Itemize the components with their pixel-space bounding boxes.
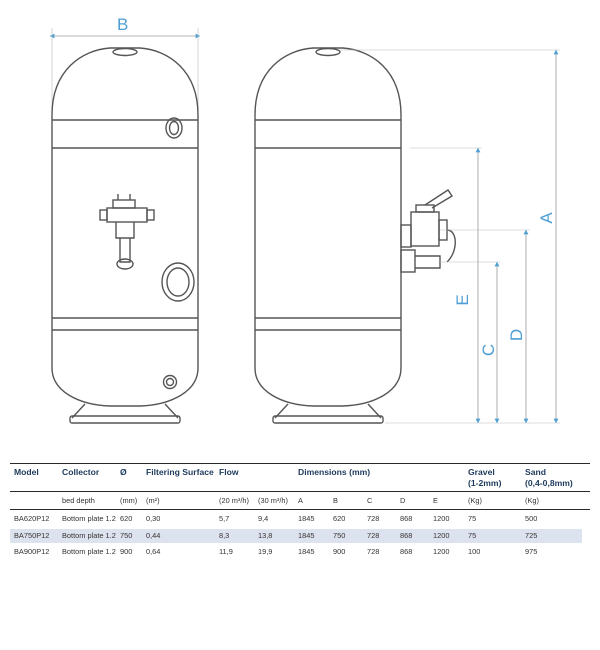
unit-surface: (m²) bbox=[146, 496, 160, 505]
cell-flow30: 9,4 bbox=[258, 514, 269, 523]
cell-e: 1200 bbox=[433, 514, 450, 523]
cell-model: BA750P12 bbox=[14, 531, 50, 540]
unit-d: D bbox=[400, 496, 406, 505]
unit-b: B bbox=[333, 496, 338, 505]
dim-label-a: A bbox=[537, 212, 556, 224]
cell-collector: Bottom plate 1.2 bbox=[62, 531, 116, 540]
header-dimensions: Dimensions (mm) bbox=[298, 467, 371, 477]
unit-flow30: (30 m³/h) bbox=[258, 496, 288, 505]
cell-flow20: 8,3 bbox=[219, 531, 230, 540]
unit-gravel: (Kg) bbox=[468, 496, 482, 505]
cell-d: 868 bbox=[400, 531, 413, 540]
cell-b: 900 bbox=[333, 547, 346, 556]
cell-surface: 0,44 bbox=[146, 531, 161, 540]
header-gravel-sub: (1-2mm) bbox=[468, 478, 502, 488]
cell-a: 1845 bbox=[298, 547, 315, 556]
cell-surface: 0,30 bbox=[146, 514, 161, 523]
unit-flow20: (20 m³/h) bbox=[219, 496, 249, 505]
units-rule bbox=[10, 509, 590, 510]
cell-sand: 725 bbox=[525, 531, 538, 540]
cell-e: 1200 bbox=[433, 547, 450, 556]
cell-collector: Bottom plate 1.2 bbox=[62, 547, 116, 556]
front-view bbox=[52, 28, 198, 423]
cell-collector: Bottom plate 1.2 bbox=[62, 514, 116, 523]
cell-diameter: 620 bbox=[120, 514, 133, 523]
unit-collector: bed depth bbox=[62, 496, 95, 505]
header-model: Model bbox=[14, 467, 39, 477]
header-sand: Sand bbox=[525, 467, 547, 477]
header-gravel: Gravel bbox=[468, 467, 495, 477]
cell-diameter: 750 bbox=[120, 531, 133, 540]
cell-flow20: 11,9 bbox=[219, 547, 233, 556]
cell-flow30: 13,8 bbox=[258, 531, 273, 540]
cell-b: 750 bbox=[333, 531, 346, 540]
dim-label-e: E bbox=[453, 294, 472, 306]
cell-flow20: 5,7 bbox=[219, 514, 230, 523]
table-top-rule bbox=[10, 463, 590, 464]
cell-b: 620 bbox=[333, 514, 346, 523]
header-diameter: Ø bbox=[120, 467, 127, 477]
unit-e: E bbox=[433, 496, 438, 505]
cell-sand: 975 bbox=[525, 547, 538, 556]
header-collector: Collector bbox=[62, 467, 100, 477]
cell-flow30: 19,9 bbox=[258, 547, 273, 556]
header-filtering-surface: Filtering Surface bbox=[146, 467, 214, 477]
cell-a: 1845 bbox=[298, 514, 315, 523]
cell-e: 1200 bbox=[433, 531, 450, 540]
cell-model: BA620P12 bbox=[14, 514, 50, 523]
unit-a: A bbox=[298, 496, 303, 505]
cell-a: 1845 bbox=[298, 531, 315, 540]
cell-surface: 0,64 bbox=[146, 547, 161, 556]
cell-diameter: 900 bbox=[120, 547, 133, 556]
unit-sand: (Kg) bbox=[525, 496, 539, 505]
unit-diameter: (mm) bbox=[120, 496, 138, 505]
header-sand-sub: (0,4-0,8mm) bbox=[525, 478, 573, 488]
cell-c: 728 bbox=[367, 531, 380, 540]
cell-model: BA900P12 bbox=[14, 547, 50, 556]
side-view bbox=[255, 48, 455, 423]
cell-d: 868 bbox=[400, 547, 413, 556]
dim-label-b: B bbox=[117, 15, 129, 34]
cell-sand: 500 bbox=[525, 514, 538, 523]
cell-d: 868 bbox=[400, 514, 413, 523]
header-flow: Flow bbox=[219, 467, 239, 477]
cell-c: 728 bbox=[367, 547, 380, 556]
cell-gravel: 75 bbox=[468, 531, 477, 540]
cell-gravel: 75 bbox=[468, 514, 477, 523]
dim-label-c: C bbox=[479, 343, 498, 357]
unit-c: C bbox=[367, 496, 373, 505]
header-rule bbox=[10, 491, 590, 492]
dim-label-d: D bbox=[507, 328, 526, 342]
cell-gravel: 100 bbox=[468, 547, 481, 556]
cell-c: 728 bbox=[367, 514, 380, 523]
